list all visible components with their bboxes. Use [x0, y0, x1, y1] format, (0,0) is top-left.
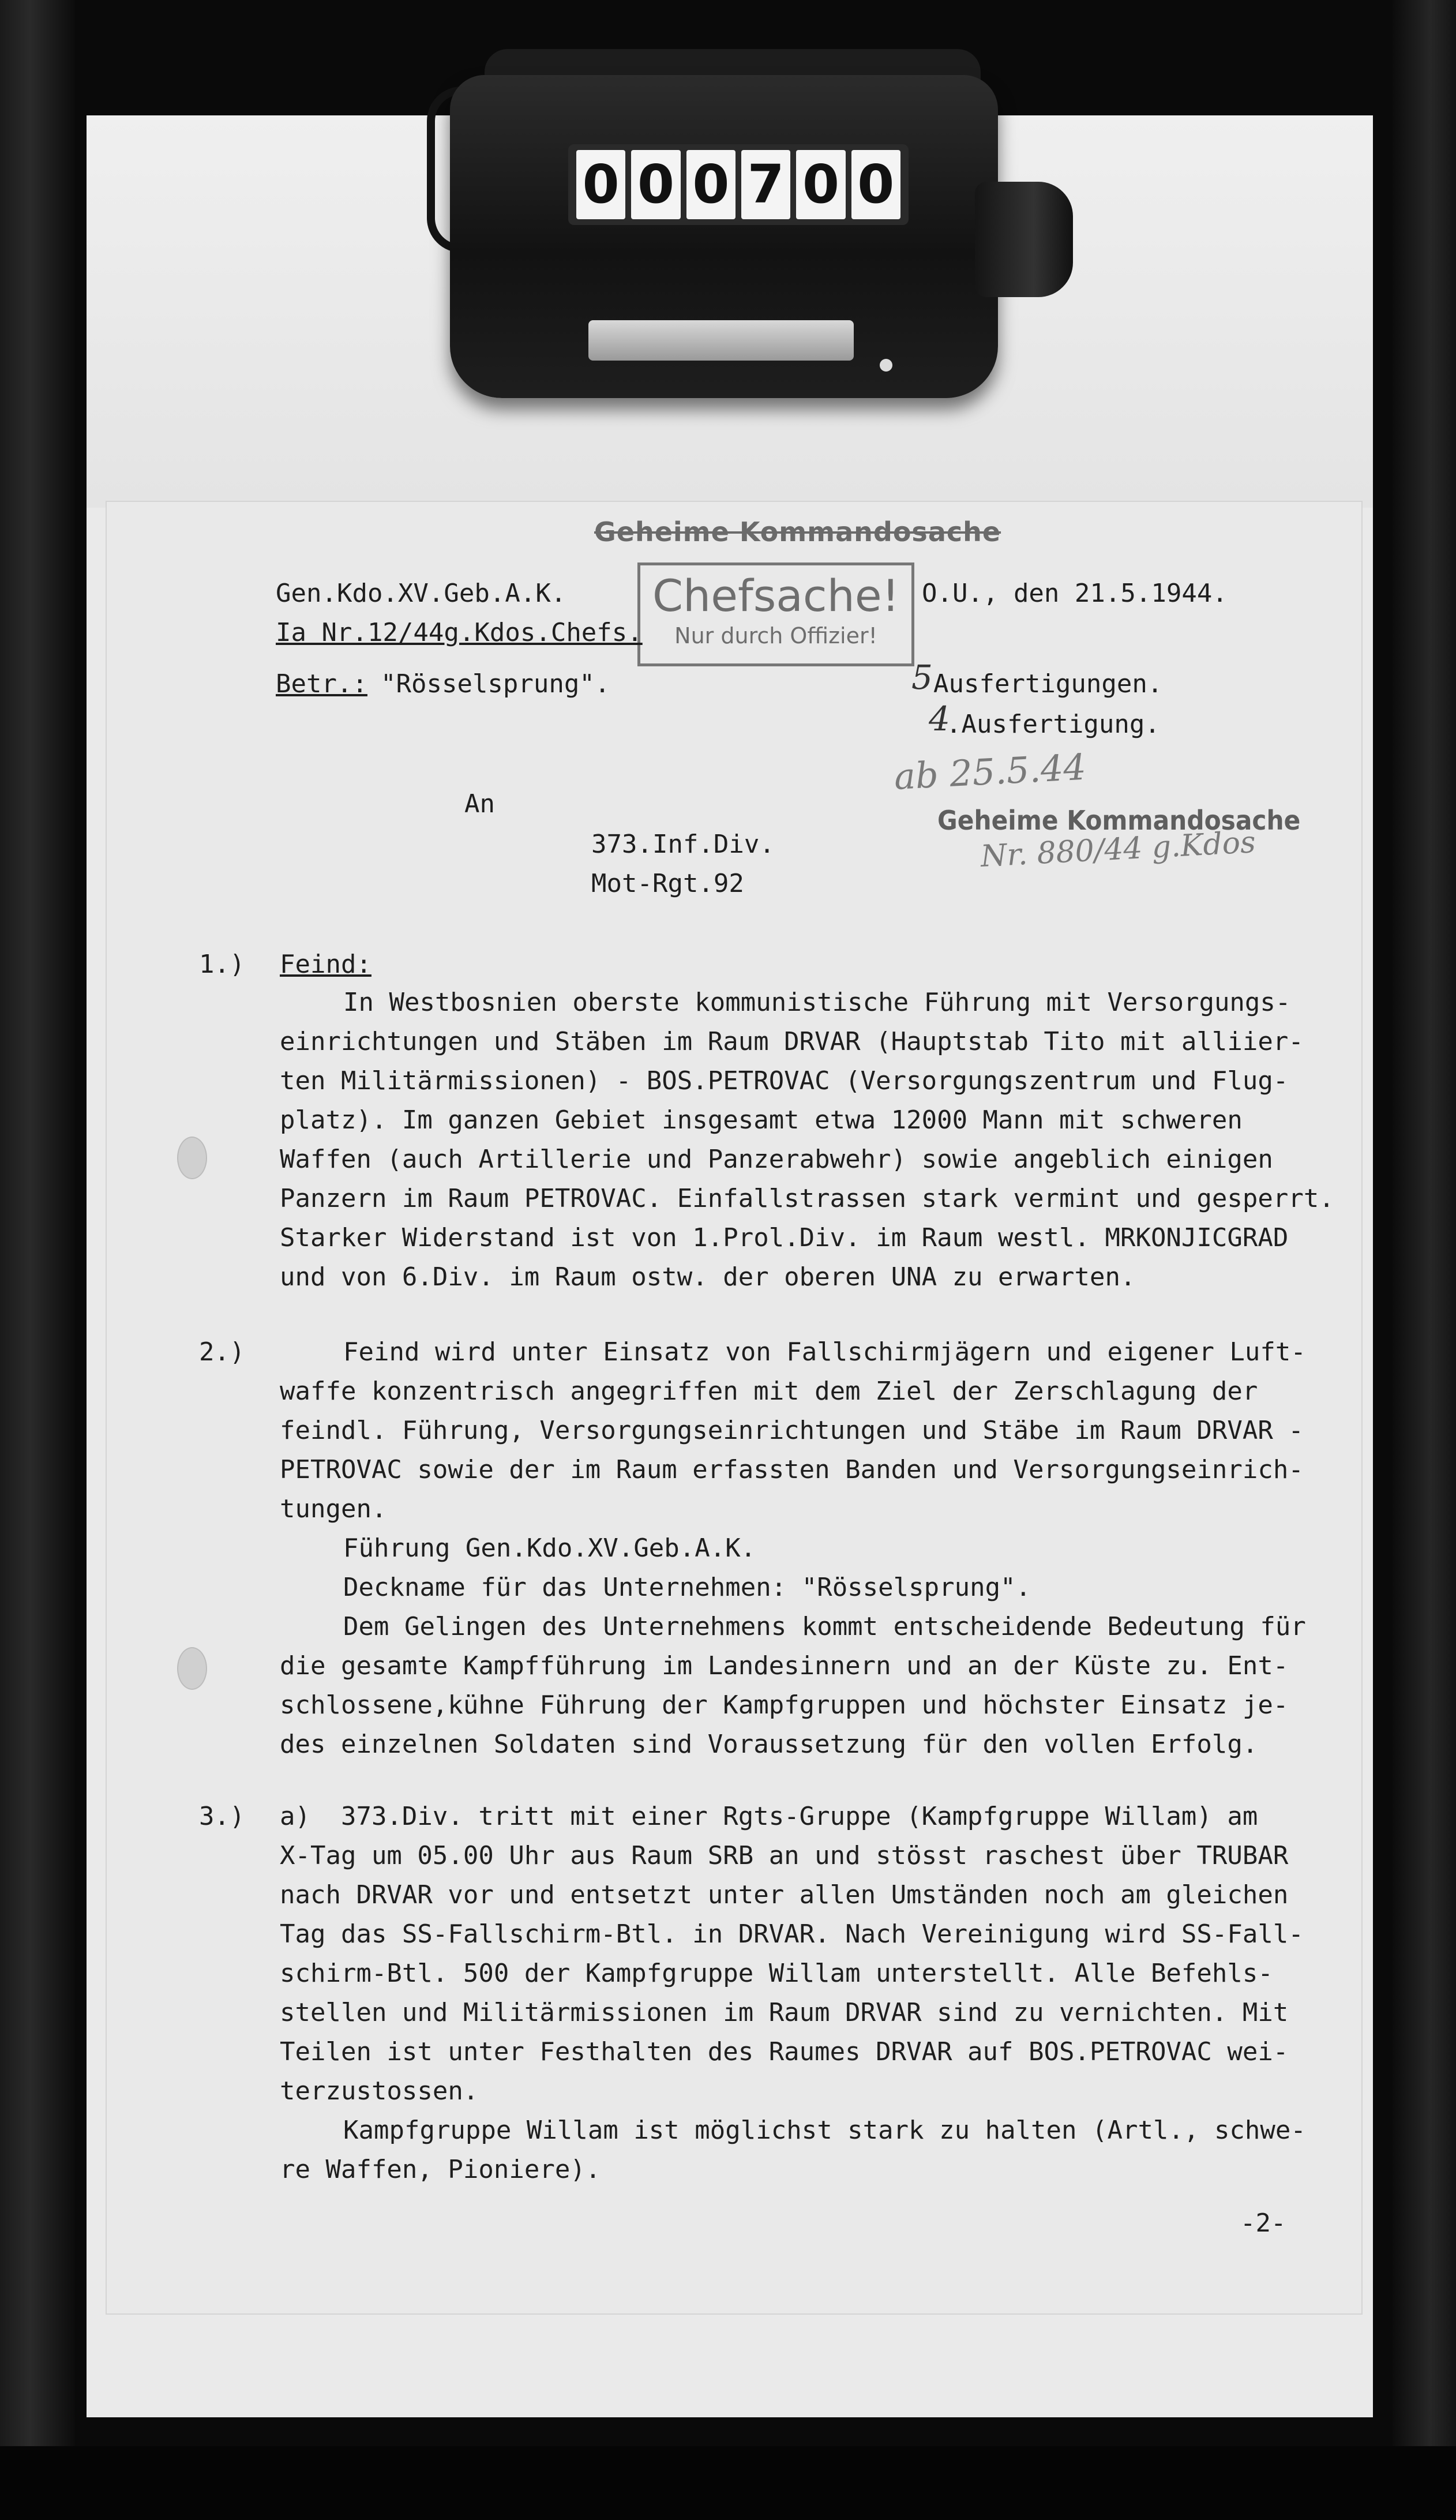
body-line: Panzern im Raum PETROVAC. Einfallstrassen stark vermint und gesperrt.: [280, 1184, 1334, 1213]
body-line: Führung Gen.Kdo.XV.Geb.A.K.: [343, 1533, 756, 1563]
body-line: terzustossen.: [280, 2076, 479, 2106]
film-edge-left: [0, 0, 75, 2520]
body-line: re Waffen, Pioniere).: [280, 2155, 601, 2184]
body-line: und von 6.Div. im Raum ostw. der oberen UNA zu erwarten.: [280, 1262, 1136, 1292]
section-heading: Feind:: [280, 950, 371, 979]
handwritten-copy-number: 4: [929, 699, 950, 738]
sender-line: Gen.Kdo.XV.Geb.A.K.: [276, 579, 566, 608]
body-line: stellen und Militärmissionen im Raum DRVAR sind zu vernichten. Mit: [280, 1998, 1289, 2027]
body-line: die gesamte Kampfführung im Landesinnern und an der Küste zu. Ent-: [280, 1651, 1289, 1681]
section-number: 1.): [199, 950, 245, 979]
recipient-line: 373.Inf.Div.: [591, 830, 775, 859]
body-line: Tag das SS-Fallschirm-Btl. in DRVAR. Nach Vereinigung wird SS-Fall-: [280, 1919, 1304, 1949]
body-line: In Westbosnien oberste kommunistische Führung mit Versorgungs-: [343, 988, 1291, 1017]
body-line: schirm-Btl. 500 der Kampfgruppe Willam unterstellt. Alle Befehls-: [280, 1959, 1273, 1988]
handwritten-number: Nr. 880/44 g.Kdos: [980, 825, 1257, 874]
reference-line: Ia Nr.12/44g.Kdos.Chefs.: [276, 618, 643, 647]
body-line: PETROVAC sowie der im Raum erfassten Banden und Versorgungseinrich-: [280, 1455, 1304, 1484]
counter-digit: 0: [576, 150, 625, 219]
section-number: 3.): [199, 1802, 245, 1831]
body-line: platz). Im ganzen Gebiet insgesamt etwa 12000 Mann mit schweren: [280, 1105, 1243, 1135]
recipient-line: Mot-Rgt.92: [591, 869, 744, 898]
copy-label: .Ausfertigung.: [946, 710, 1160, 739]
body-line: Waffen (auch Artillerie und Panzerabwehr) sowie angeblich einigen: [280, 1145, 1273, 1174]
body-line: einrichtungen und Stäben im Raum DRVAR (Hauptstab Tito mit alliier-: [280, 1027, 1304, 1056]
handwritten-copies: 5: [911, 658, 933, 697]
counter-digit: 0: [686, 150, 735, 219]
body-line: Feind wird unter Einsatz von Fallschirmjägern und eigener Luft-: [343, 1337, 1306, 1367]
stamp-main-text: Chefsache!: [652, 570, 900, 621]
body-line: ten Militärmissionen) - BOS.PETROVAC (Versorgungszentrum und Flug-: [280, 1066, 1289, 1096]
body-line: feindl. Führung, Versorgungseinrichtungen und Stäbe im Raum DRVAR -: [280, 1416, 1304, 1445]
counter-digit: 0: [851, 150, 900, 219]
body-line: Teilen ist unter Festhalten des Raumes DRVAR auf BOS.PETROVAC wei-: [280, 2037, 1289, 2067]
page-marker: -2-: [1240, 2208, 1286, 2238]
stamp-sub-text: Nur durch Offizier!: [674, 623, 877, 648]
to-label: An: [464, 789, 495, 819]
counter-digit: 7: [741, 150, 790, 219]
body-line: X-Tag um 05.00 Uhr aus Raum SRB an und stösst raschest über TRUBAR: [280, 1841, 1289, 1870]
film-edge-right: [1393, 0, 1456, 2520]
handwritten-date: ab 25.5.44: [893, 745, 1087, 798]
body-line: schlossene,kühne Führung der Kampfgruppen und höchster Einsatz je-: [280, 1690, 1289, 1720]
film-bottom-band: [0, 2446, 1456, 2520]
counter-knob: [975, 182, 1073, 297]
secret-stamp: Geheime Kommandosache: [937, 805, 1301, 836]
body-line: Starker Widerstand ist von 1.Prol.Div. im Raum westl. MRKONJICGRAD: [280, 1223, 1289, 1252]
copies-label: Ausfertigungen.: [933, 669, 1163, 699]
subject-value: "Rösselsprung".: [381, 669, 610, 699]
body-line: tungen.: [280, 1494, 387, 1524]
body-line: nach DRVAR vor und entsetzt unter allen Umständen noch am gleichen: [280, 1880, 1289, 1910]
subject-label: Betr.:: [276, 669, 367, 699]
counter-digit: 0: [631, 150, 680, 219]
counter-plate: [588, 320, 854, 361]
struck-stamp: Geheime Kommandosache: [594, 516, 1001, 548]
body-line: Dem Gelingen des Unternehmens kommt entscheidende Bedeutung für: [343, 1612, 1306, 1641]
counter-screw: [880, 359, 892, 372]
body-line: waffe konzentrisch angegriffen mit dem Ziel der Zerschlagung der: [280, 1377, 1258, 1406]
body-line: Kampfgruppe Willam ist möglichst stark zu halten (Artl., schwe-: [343, 2116, 1306, 2145]
counter-window: [568, 144, 909, 225]
body-line: des einzelnen Soldaten sind Voraussetzung für den vollen Erfolg.: [280, 1730, 1258, 1759]
place-date: O.U., den 21.5.1944.: [922, 579, 1228, 608]
body-line: Deckname für das Unternehmen: "Rösselsprung".: [343, 1573, 1031, 1602]
punch-hole: [177, 1137, 207, 1179]
punch-hole: [177, 1647, 207, 1690]
chefsache-stamp: [637, 562, 914, 666]
counter-digit: 0: [796, 150, 845, 219]
body-line: a) 373.Div. tritt mit einer Rgts-Gruppe (Kampfgruppe Willam) am: [280, 1802, 1258, 1831]
section-number: 2.): [199, 1337, 245, 1367]
